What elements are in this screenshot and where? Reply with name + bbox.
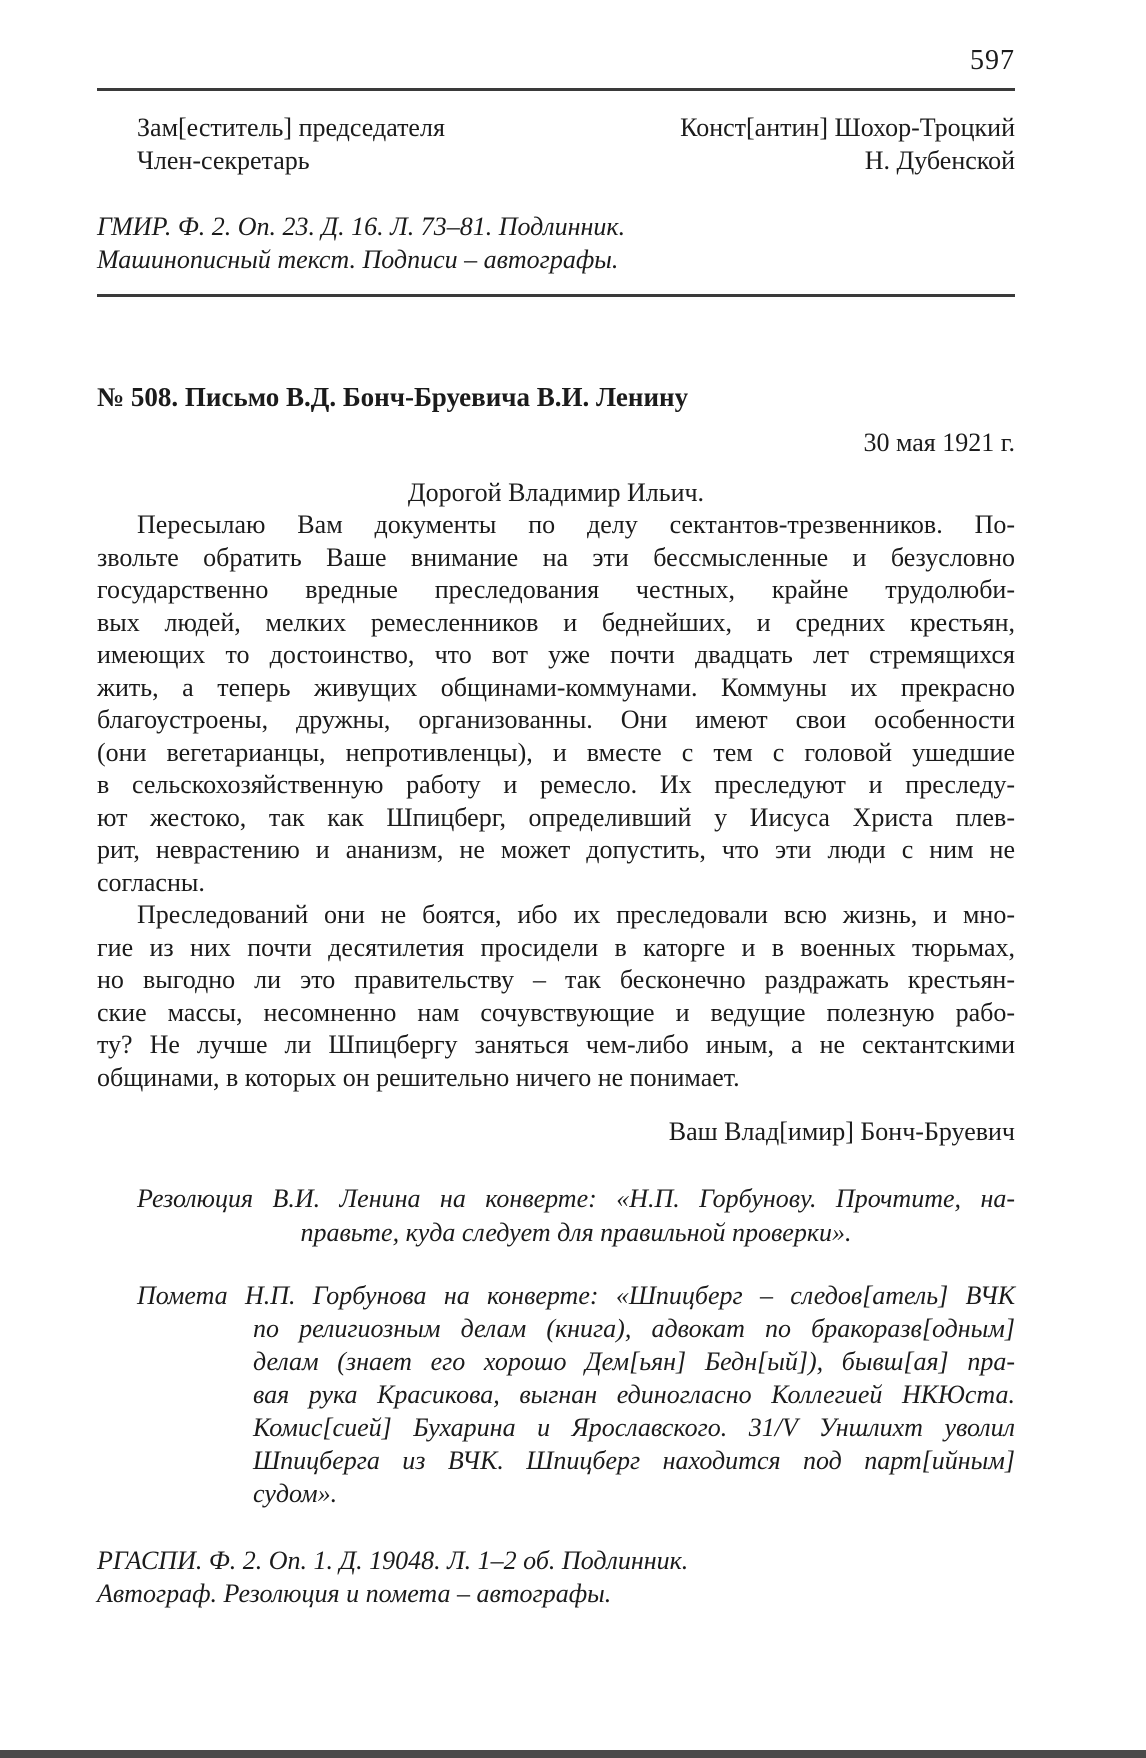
letter-line: согласны. — [97, 867, 205, 897]
letter-line: благоустроены, дружны, организованны. Они имеют свои особенности — [97, 705, 1015, 734]
letter-line: вых людей, мелких ремесленников и беднейших, и средних крестьян, — [97, 607, 1015, 637]
salutation: Дорогой Владимир Ильич. — [407, 478, 705, 507]
note-line: по религиозным делам (книга), адвокат по бракоразв[одным] — [253, 1313, 1015, 1343]
letter-line: (они вегетарианцы, непротивленцы), и вместе с тем с головой ушедшие — [97, 737, 1015, 767]
page-scan-bottom-edge — [0, 1750, 1146, 1758]
archive-reference-line: Автограф. Резолюция и помета – автографы. — [97, 1578, 612, 1608]
letter-line: ют жестоко, так как Шпицберг, определивший у Иисуса Христа плев- — [97, 802, 1015, 832]
letter-line: ту? Не лучше ли Шпицбергу заняться чем-либо иным, а не сектантскими — [97, 1030, 1015, 1059]
page-content — [97, 0, 1015, 1610]
letter-line: Пересылаю Вам документы по делу сектантов-трезвенников. По- — [137, 510, 1015, 539]
letter-line: ские массы, несомненно нам сочувствующие и ведущие полезную рабо- — [97, 997, 1015, 1027]
archive-reference-line: РГАСПИ. Ф. 2. Оп. 1. Д. 19048. Л. 1–2 об. Подлинник. — [97, 1545, 689, 1575]
archive-reference-bottom — [97, 1544, 1015, 1610]
signatory-names — [680, 111, 1015, 177]
letter-line: имеющих то достоинство, что вот уже почти двадцать лет стремящихся — [97, 640, 1015, 669]
archive-reference-line: ГМИР. Ф. 2. Оп. 23. Д. 16. Л. 73–81. Подлинник. — [97, 212, 626, 241]
resolution-line: правьте, куда следует для правильной проверки». — [300, 1217, 852, 1247]
signatory-titles — [97, 111, 445, 177]
note-line: Помета Н.П. Горбунова на конверте: «Шпицберг – следов[атель] ВЧК — [137, 1280, 1015, 1310]
letter-line: гие из них почти десятилетия просидели в каторге и в военных тюрьмах, — [97, 932, 1015, 962]
document-heading: № 508. Письмо В.Д. Бонч-Бруевича В.И. Ленину — [97, 382, 689, 412]
letter-line: в сельскохозяйственную работу и ремесло. Их преследуют и преследу- — [97, 770, 1015, 799]
top-rule — [97, 88, 1015, 91]
note-line: вая рука Красикова, выгнан единогласно Коллегией НКЮста. — [253, 1379, 1015, 1409]
section-divider-rule — [97, 294, 1015, 297]
letter-line: но выгодно ли это правительству – так бесконечно раздражать крестьян- — [97, 965, 1015, 994]
note-line: Шпицберга из ВЧК. Шпицберг находится под парт[ийным] — [253, 1445, 1015, 1475]
note-line: Комис[сией] Бухарина и Ярославского. 31/V Уншлихт уволил — [253, 1412, 1015, 1442]
letter-line: жить, а теперь живущих общинами-коммунами. Коммуны их прекрасно — [97, 672, 1015, 702]
letter-paragraph-1 — [97, 509, 1015, 899]
signatory-name-line: Н. Дубенской — [864, 146, 1015, 175]
signatory-title-line: Член-секретарь — [137, 146, 310, 175]
document-date: 30 мая 1921 г. — [863, 428, 1015, 457]
note-line: судом». — [253, 1478, 338, 1508]
note-line: делам (знает его хорошо Дем[ьян] Бедн[ый]), бывш[ая] пра- — [253, 1346, 1015, 1376]
letter-line: звольте обратить Ваше внимание на эти бессмысленные и безусловно — [97, 542, 1015, 572]
signatory-title-line: Зам[еститель] председателя — [137, 113, 445, 142]
letter-line: государственно вредные преследования честных, крайне трудолюби- — [97, 575, 1015, 604]
letter-paragraph-2 — [97, 899, 1015, 1094]
letter-line: рит, неврастению и ананизм, не может допустить, что эти люди с ним не — [97, 835, 1015, 864]
archive-reference-top — [97, 210, 1015, 276]
gorbunov-note-block — [97, 1279, 1015, 1510]
resolution-line: Резолюция В.И. Ленина на конверте: «Н.П. Горбунову. Прочтите, на- — [137, 1183, 1015, 1213]
letter-signature: Ваш Влад[имир] Бонч-Бруевич — [668, 1117, 1015, 1146]
signatory-name-line: Конст[антин] Шохор-Троцкий — [680, 113, 1015, 142]
letter-line: общинами, в которых он решительно ничего не понимает. — [97, 1062, 740, 1092]
signatory-block — [97, 111, 1015, 177]
letter-line: Преследований они не боятся, ибо их преследовали всю жизнь, и мно- — [137, 900, 1015, 929]
archive-reference-line: Машинописный текст. Подписи – автографы. — [97, 245, 619, 274]
page-number: 597 — [970, 45, 1015, 76]
lenin-resolution-block — [97, 1182, 1015, 1250]
